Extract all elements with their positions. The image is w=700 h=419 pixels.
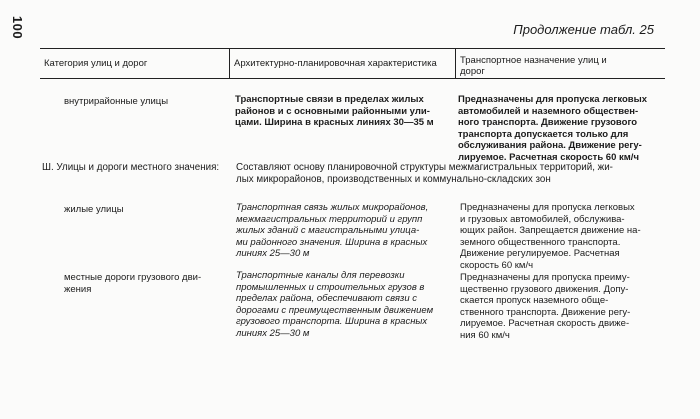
row-3-transport: Предназначены для пропуска преиму- щественно грузового движения. Допу- скается пропуск наземного обще- ственного транспорта. Движение регу- лируемое. Расчетная скорость движе- ния 60 км/ч [460,272,631,341]
table-top-rule [40,48,665,49]
header-category: Категория улиц и дорог [44,58,148,69]
row-1-transport: Предназначены для пропуска легковых автомобилей и наземного обществен- ного транспорта. Движение грузового транспорта допускается только для обслуживания района. Движение регу- лируемое. Расчетная скорость 60 км/ч [458,94,648,163]
page-number: 100 [10,15,26,40]
column-divider-1 [229,48,230,78]
header-transport: Транспортное назначение улиц и дорог [460,55,607,77]
row-1-category: внутрирайонные улицы [64,96,169,107]
table-header-rule [40,78,665,79]
row-3-architecture: Транспортные каналы для перевозки промышленных и строительных грузов в пределах района, обеспечивают связи с дорогами с преимущественным движением грузового транспорта. Ширина в красных линиях 25—30 м [236,270,434,339]
column-divider-2 [455,48,456,78]
section-description: Составляют основу планировочной структуры межмагистральных территорий, жи- лых микрорайонов, производственных и коммунально-складских зон [236,162,613,185]
row-1-architecture: Транспортные связи в пределах жилых районов и с основными районными ули- цами. Ширина в красных линиях 30—35 м [235,94,434,128]
row-2-architecture: Транспортная связь жилых микрорайонов, межмагистральных территорий и групп жилых зданий с магистральными улица- ми районного значения. Ширина в красных линиях 25—30 м [236,202,429,259]
table-continuation-caption: Продолжение табл. 25 [513,22,654,37]
section-title: Ш. Улицы и дороги местного значения: [42,162,220,173]
row-3-category: местные дороги грузового дви- жения [64,272,202,295]
row-2-transport: Предназначены для пропуска легковых и грузовых автомобилей, обслужива- ющих район. Запрещается движение на- земного общественного транспорта. Движение регулируемое. Расчетная скорость 60 км/ч [460,202,641,271]
row-2-category: жилые улицы [64,204,124,215]
header-architecture: Архитектурно-планировочная характеристика [234,58,437,69]
